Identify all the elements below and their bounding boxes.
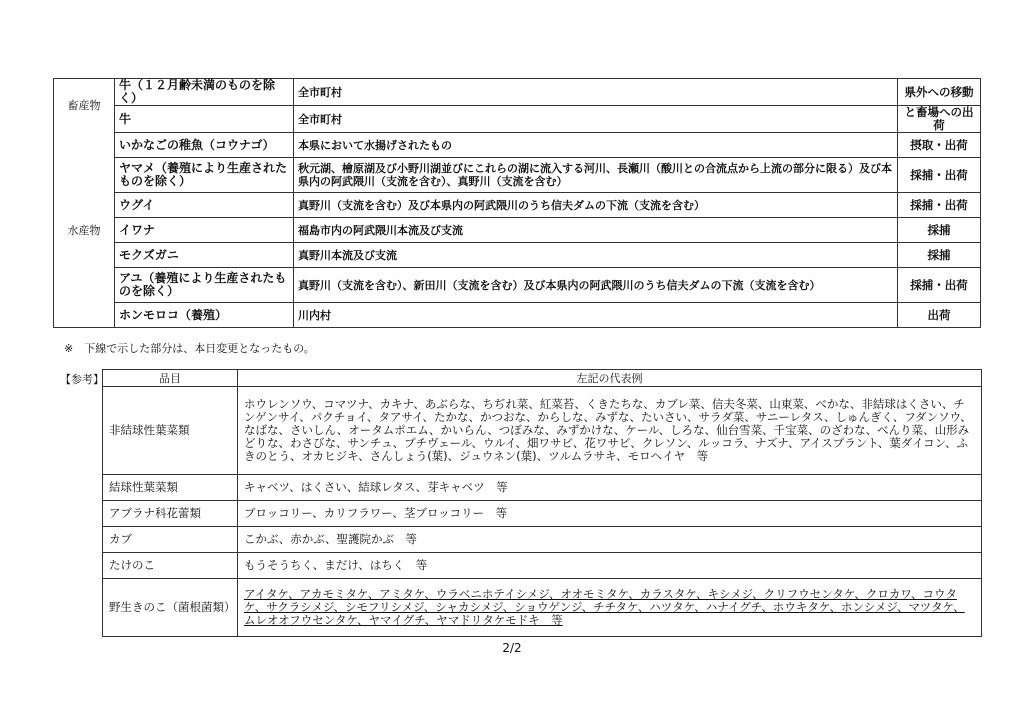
restriction-cell: 出荷 [898,303,981,328]
item-cell: 牛（１２月齢未満のものを除く） [115,79,294,106]
item-cell: イワナ [115,218,294,243]
restriction-cell: 採捕・出荷 [898,193,981,218]
header-item: 品目 [103,370,238,387]
ref-examples-cell: もうそうちく、まだけ、はちく 等 [238,553,982,579]
ref-examples-cell: ホウレンソウ、コマツナ、カキナ、あぶらな、ちぢれ菜、紅菜苔、くきたちな、カブレ菜、信夫冬菜、山東菜、べかな、非結球はくさい、チンゲンサイ、パクチョイ、タアサイ、たかな、かつおな、からしな、みずな、たいさい、サラダ菜、サニーレタス、しゅんぎく、フダンソウ、なばな、さいしん、オータムポエム、かいらん、つぼみな、みずかけな、ケール、しろな、仙台雪菜、千宝菜、のざわな、べんり菜、山形みどりな、わさびな、サンチュ、プチヴェール、ウルイ、畑ワサビ、花ワサビ、クレソン、ルッコラ、ナズナ、アイスプラント、葉ダイコン、ふきのとう、オカヒジキ、さんしょう(葉)、ジュウネン(葉)、ツルムラサキ、モロヘイヤ 等 [238,387,982,475]
ref-item-cell: 結球性葉菜類 [103,475,238,501]
ref-examples-cell: こかぶ、赤かぶ、聖護院かぶ 等 [238,527,982,553]
restriction-cell: 採捕 [898,243,981,268]
restriction-cell: と畜場への出荷 [898,106,981,133]
item-cell: アユ（養殖により生産されたものを除く） [115,268,294,303]
area-cell: 真野川（支流を含む）、新田川（支流を含む）及び本県内の阿武隈川のうち信夫ダムの下流（支流を含む） [294,268,898,303]
area-cell: 川内村 [294,303,898,328]
ref-item-cell: 非結球性葉菜類 [103,387,238,475]
page-number: 2/2 [502,641,522,655]
ref-examples-cell: ブロッコリー、カリフラワー、茎ブロッコリー 等 [238,501,982,527]
area-cell: 本県において水揚げされたもの [294,133,898,158]
area-cell: 全市町村 [294,106,898,133]
restriction-cell: 採捕・出荷 [898,158,981,193]
item-cell: 牛 [115,106,294,133]
item-cell: いかなごの稚魚（コウナゴ） [115,133,294,158]
item-cell: ウグイ [115,193,294,218]
restriction-cell: 摂取・出荷 [898,133,981,158]
item-cell: ホンモロコ（養殖） [115,303,294,328]
area-cell: 福島市内の阿武隈川本流及び支流 [294,218,898,243]
ref-examples-cell: キャベツ、はくさい、結球レタス、芽キャベツ 等 [238,475,982,501]
ref-item-cell: カブ [103,527,238,553]
ref-examples-cell: アイタケ、アカモミタケ、アミタケ、ウラベニホテイシメジ、オオモミタケ、カラスタケ、キシメジ、クリフウセンタケ、クロカワ、コウタケ、サクラシメジ、シモフリシメジ、シャカシメジ、ショウゲンジ、チチタケ、ハツタケ、ハナイグチ、ホウキタケ、ホンシメジ、マツタケ、ムレオオフウセンタケ、ヤマイグチ、ヤマドリタケモドキ 等 [238,579,982,637]
category-aquatic: 水産物 [54,133,115,328]
header-examples: 左記の代表例 [238,370,982,387]
area-cell: 真野川（支流を含む）及び本県内の阿武隈川のうち信夫ダムの下流（支流を含む） [294,193,898,218]
restriction-table [53,78,981,328]
area-cell: 真野川本流及び支流 [294,243,898,268]
change-note: ※ 下線で示した部分は、本日変更となったもの。 [64,342,315,355]
item-cell: モクズガニ [115,243,294,268]
restriction-cell: 採捕 [898,218,981,243]
item-cell: ヤマメ（養殖により生産されたものを除く） [115,158,294,193]
reference-table [102,369,982,637]
area-cell: 全市町村 [294,79,898,106]
category-livestock: 畜産物 [54,79,115,133]
area-cell: 秋元湖、檜原湖及び小野川湖並びにこれらの湖に流入する河川、長瀬川（酸川との合流点から上流の部分に限る）及び本県内の阿武隈川（支流を含む）、真野川（支流を含む） [294,158,898,193]
restriction-cell: 採捕・出荷 [898,268,981,303]
ref-item-cell: たけのこ [103,553,238,579]
restriction-cell: 県外への移動 [898,79,981,106]
ref-item-cell: アブラナ科花蕾類 [103,501,238,527]
ref-item-cell: 野生きのこ（菌根菌類） [103,579,238,637]
reference-label: 【参考】 [60,373,104,386]
